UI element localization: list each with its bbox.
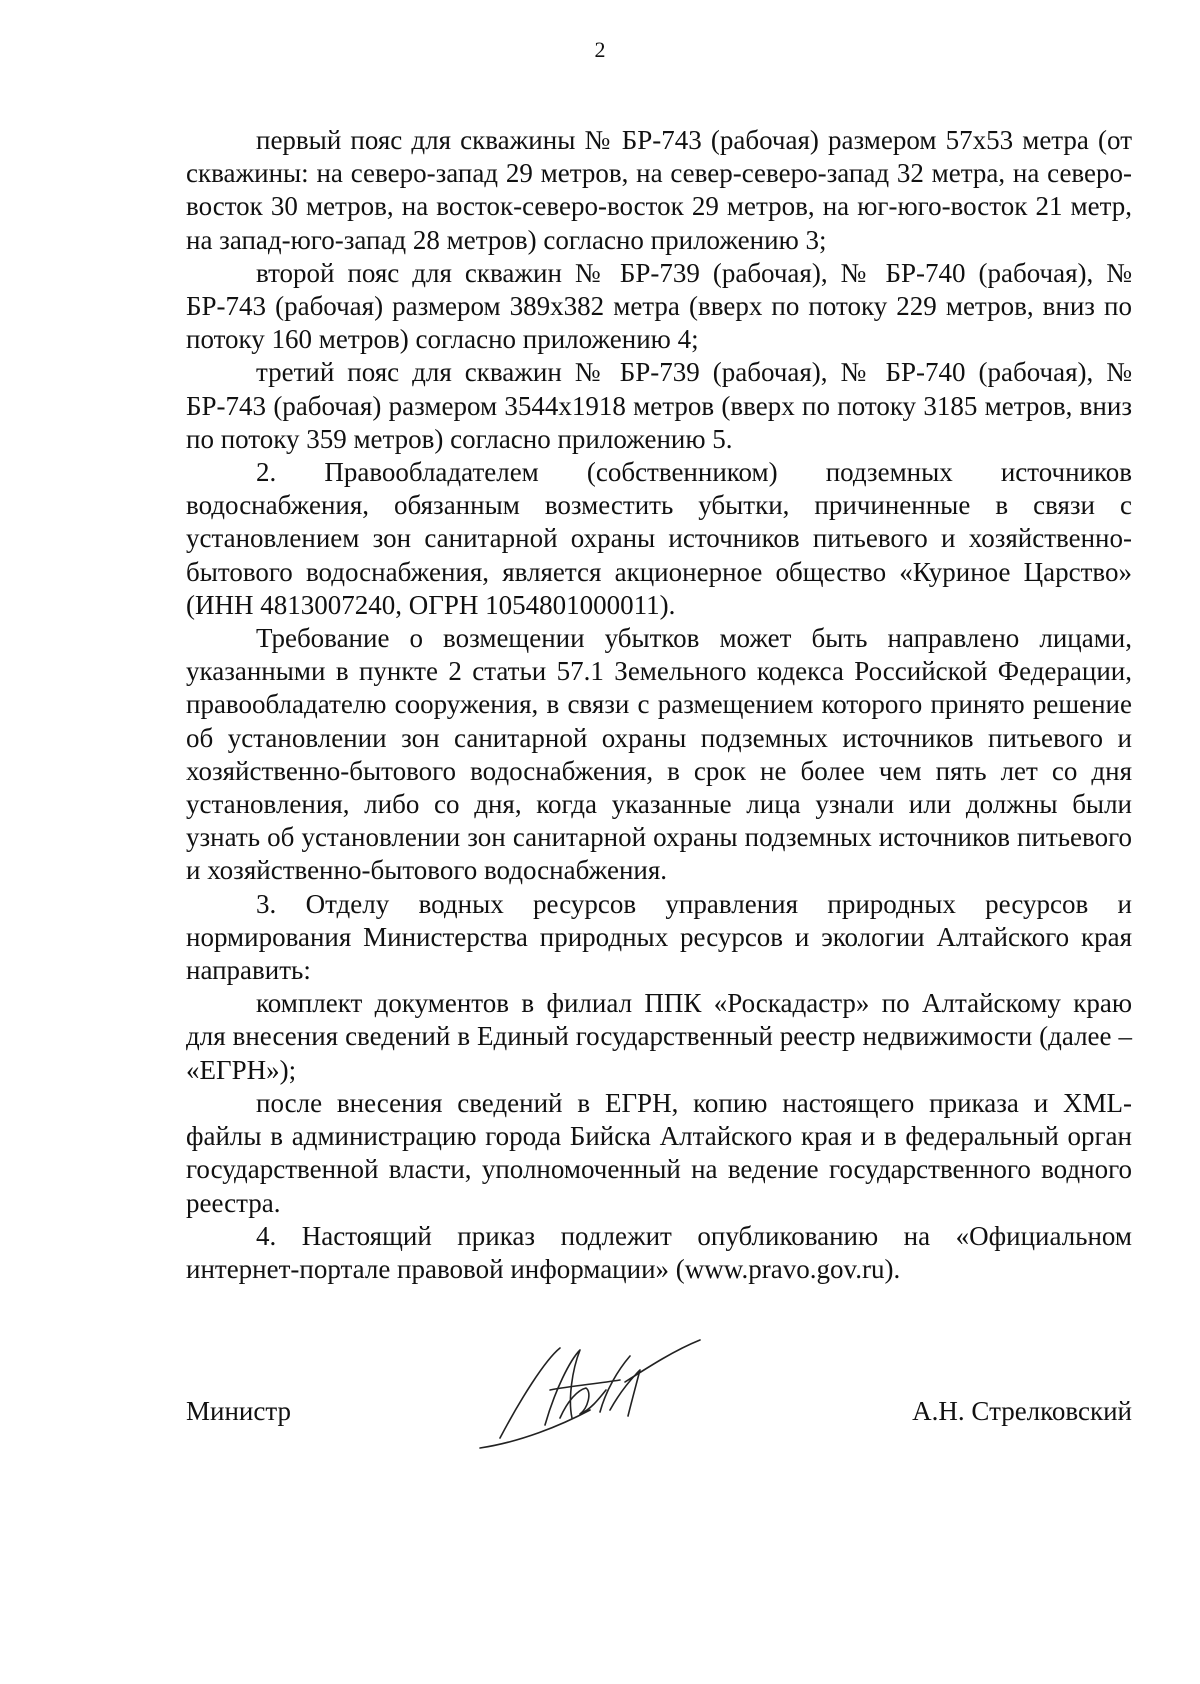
paragraph-zone-2: второй пояс для скважин № БР-739 (рабочая), № БР-740 (рабочая), № БР-743 (рабочая) размером 389x382 метра (вверх по потоку 229 метров, вниз по потоку 160 метров) согласно приложению 4; bbox=[186, 257, 1132, 355]
paragraph-documents: комплект документов в филиал ППК «Роскадастр» по Алтайскому краю для внесения сведений в Единый государственный реестр недвижимости (далее – «ЕГРН»); bbox=[186, 988, 1132, 1085]
document-body bbox=[186, 124, 1132, 1286]
paragraph-compensation: Требование о возмещении убытков может быть направлено лицами, указанными в пункте 2 статьи 57.1 Земельного кодекса Российской Федерации, правообладателю сооружения, в связи с размещением которого принято решение об установлении зон санитарной охраны подземных источников питьевого и хозяйственно-бытового водоснабжения, в срок не более чем пять лет со дня установления, либо со дня, когда указанные лица узнали или должны были узнать об установлении зон санитарной охраны подземных источников питьевого и хозяйственно-бытового водоснабжения. bbox=[186, 623, 1132, 886]
paragraph-owner: 2. Правообладателем (собственником) подземных источников водоснабжения, обязанным возместить убытки, причиненные в связи с установлением зон санитарной охраны источников питьевого и хозяйственно-бытового водоснабжения, является акционерное общество «Куриное Царство» (ИНН 4813007240, ОГРН 1054801000011). bbox=[186, 457, 1132, 620]
paragraph-zone-3: третий пояс для скважин № БР-739 (рабочая), № БР-740 (рабочая), № БР-743 (рабочая) размером 3544x1918 метров (вверх по потоку 3185 метров, вниз по потоку 359 метров) согласно приложению 5. bbox=[186, 357, 1132, 454]
signature-block bbox=[186, 1395, 1132, 1475]
paragraph-item-3: 3. Отделу водных ресурсов управления природных ресурсов и нормирования Министерства природных ресурсов и экологии Алтайского края направить: bbox=[186, 888, 1132, 986]
page-number: 2 bbox=[594, 37, 606, 62]
signer-position: Министр bbox=[186, 1396, 291, 1426]
paragraph-zone-1: первый пояс для скважины № БР-743 (рабочая) размером 57x53 метра (от скважины: на северо-запад 29 метров, на север-северо-запад 32 метра, на северо-восток 30 метров, на восток-северо-восток 29 метров, на юг-юго-восток 21 метр, на запад-юго-запад 28 метров) согласно приложению 3; bbox=[186, 125, 1132, 255]
paragraph-xml: после внесения сведений в ЕГРН, копию настоящего приказа и XML-файлы в администрацию города Бийска Алтайского края и в федеральный орган государственной власти, уполномоченный на ведение государственного водного реестра. bbox=[186, 1087, 1132, 1218]
signer-name: А.Н. Стрелковский bbox=[912, 1396, 1132, 1426]
paragraph-item-4: 4. Настоящий приказ подлежит опубликованию на «Официальном интернет-портале правовой информации» (www.pravo.gov.ru). bbox=[186, 1220, 1132, 1284]
